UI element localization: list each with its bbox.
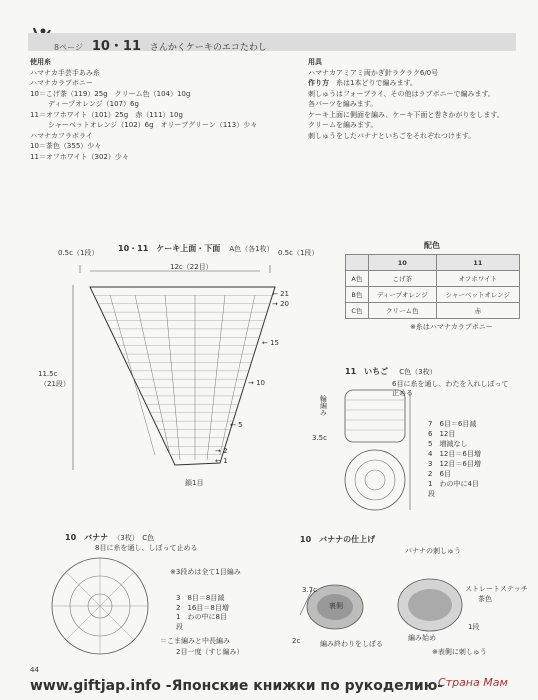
list-item: 6 12目: [428, 430, 456, 438]
list-item: 3 12目＝6目増: [428, 460, 481, 468]
strawberry-height: 3.5c: [312, 434, 327, 442]
table-row: A色 こげ茶 オフホワイト: [346, 271, 520, 287]
stitch-color-label: 茶色: [478, 595, 492, 603]
method-line: ケーキ上面に側面を編み、ケーキ下面と巻きかがりをします。: [308, 110, 504, 119]
row-marker: → 2: [215, 447, 228, 455]
watermark: Страна Мам: [438, 676, 508, 689]
color-table: 10 11 A色 こげ茶 オフホワイト B色 ディープオレンジ シャーベットオレンジ C色 クリーム色 赤: [345, 254, 520, 319]
cake-chart: [55, 255, 305, 480]
row-marker: → 20: [272, 300, 289, 308]
yarn-line: 10＝こげ茶（119）25g クリーム色（104）10g: [30, 89, 191, 98]
yarn-line: 11＝オフホワイト（302）少々: [30, 152, 129, 161]
row-marker: ← 1: [215, 457, 228, 465]
banana-rows: [176, 594, 229, 632]
banana-legend-2: 2目一度（すじ編み）: [176, 648, 244, 656]
banana-chart: [35, 548, 175, 658]
banana-note: 8目に糸を通し、しぼって止める: [95, 544, 198, 552]
list-item: 段: [428, 490, 435, 498]
row-marker: ← 15: [262, 339, 279, 347]
banana-size-label: 3.7c: [302, 586, 317, 594]
yarn-line: ディープオレンジ（107）6g: [48, 100, 139, 108]
tool-line: ハマナカアミアミ両かぎ針ラクラク6/0号: [308, 68, 439, 77]
yarn-line: 11＝オフホワイト（101）25g 赤（111）10g: [30, 110, 183, 119]
row-label: 1段: [468, 623, 480, 631]
strawberry-chart: [330, 385, 430, 515]
materials-heading: 使用糸: [30, 58, 51, 66]
yarn-line: シャーベットオレンジ（102）6g オリーブグリーン（113）少々: [48, 121, 258, 129]
page-number: 44: [30, 666, 39, 674]
strawberry-rows: [428, 419, 481, 499]
list-item: 2 6目: [428, 470, 451, 478]
row-marker: → 10: [248, 379, 265, 387]
list-item: 7 6目＝6目減: [428, 420, 477, 428]
list-item: 5 増減なし: [428, 440, 468, 448]
page-ref: 8ページ: [54, 43, 83, 52]
cake-width-label: 12c（22目）: [170, 263, 213, 271]
cake-left-margin: 0.5c（1段）: [58, 249, 99, 257]
cake-height-rows: （21段）: [40, 380, 70, 388]
method-heading: 作り方: [308, 79, 329, 87]
site-footer[interactable]: www.giftjap.info -Японские книжки по рукоделию-: [30, 678, 444, 694]
tools-block: [308, 57, 504, 141]
list-item: 1 わの中に8目: [176, 613, 227, 621]
method-line: 各パーツを編みます。: [308, 100, 378, 108]
color-table-title: 配色: [424, 241, 440, 250]
strawberry-side-label: 輪編み: [319, 395, 328, 416]
strawberry-note: 6目に糸を通し、わたを入れしぼって止める: [392, 380, 509, 397]
yarn-main: ハマナカ手芸手あみ糸: [30, 68, 100, 77]
list-item: 2 16目＝8目増: [176, 603, 229, 612]
start-label: 編み始め: [408, 634, 436, 642]
strawberry-title: 11 いちご C色（3枚）: [345, 367, 437, 376]
banana-legend-1: ＝こま編みと中長編み: [160, 637, 230, 645]
banana-finish-title: 10 バナナの仕上げ: [300, 535, 376, 544]
yarn-main-b: ハマナカラブボニー: [30, 79, 93, 87]
list-item: 3 8目＝8目減: [176, 594, 225, 602]
list-item: 4 12目＝6目増: [428, 450, 481, 458]
list-item: 段: [176, 622, 183, 631]
stitch-label: ストレートステッチ: [465, 585, 528, 593]
row-marker: ← 5: [230, 421, 243, 429]
method-line: 刺しゅうをしたバナナといちごをそれぞれつけます。: [308, 131, 476, 140]
materials-block: [30, 57, 257, 162]
cake-start-label: 鎖1目: [185, 479, 204, 487]
table-row: B色 ディープオレンジ シャーベットオレンジ: [346, 287, 520, 303]
section-number: 10・11: [91, 39, 141, 54]
method-line: 刺しゅうはフォーブライ、その他はラブボニーで編みます。: [308, 89, 495, 98]
method-line: 糸は1本どりで編みます。: [336, 79, 417, 87]
banana-finish-note: ※表側に刺しゅう: [432, 648, 487, 656]
cake-height-label: 11.5c: [38, 370, 58, 378]
table-row: C色 クリーム色 赤: [346, 303, 520, 319]
section-title: さんかくケーキのエコたわし: [149, 43, 267, 53]
yarn-secondary: ハマナカフラボライ: [30, 131, 93, 140]
banana-end-label: 編み終わりをしぼる: [320, 640, 383, 648]
banana-title: 10 バナナ （3枚） C色: [65, 533, 155, 542]
banana-note-2: ※3段めは全て1目編み: [170, 568, 241, 576]
tools-heading: 用具: [308, 58, 322, 66]
row-marker: ← 21: [272, 290, 289, 298]
method-line: クリームを編みます。: [308, 121, 378, 129]
header-bar: [28, 33, 516, 54]
list-item: 1 わの中に4目: [428, 480, 479, 488]
cake-right-margin: 0.5c（1段）: [278, 249, 319, 257]
banana-embroidery-label: バナナの刺しゅう: [405, 547, 461, 555]
banana-back-label: 裏側: [329, 602, 343, 610]
cake-diagram-title: 10・11 ケーキ上面・下面 A色（各1枚）: [118, 244, 274, 253]
banana-width-label: 2c: [292, 637, 301, 645]
yarn-line: 10＝茶色（355）少々: [30, 142, 102, 150]
color-table-note: ※糸はハマナカラブボニー: [410, 323, 493, 331]
